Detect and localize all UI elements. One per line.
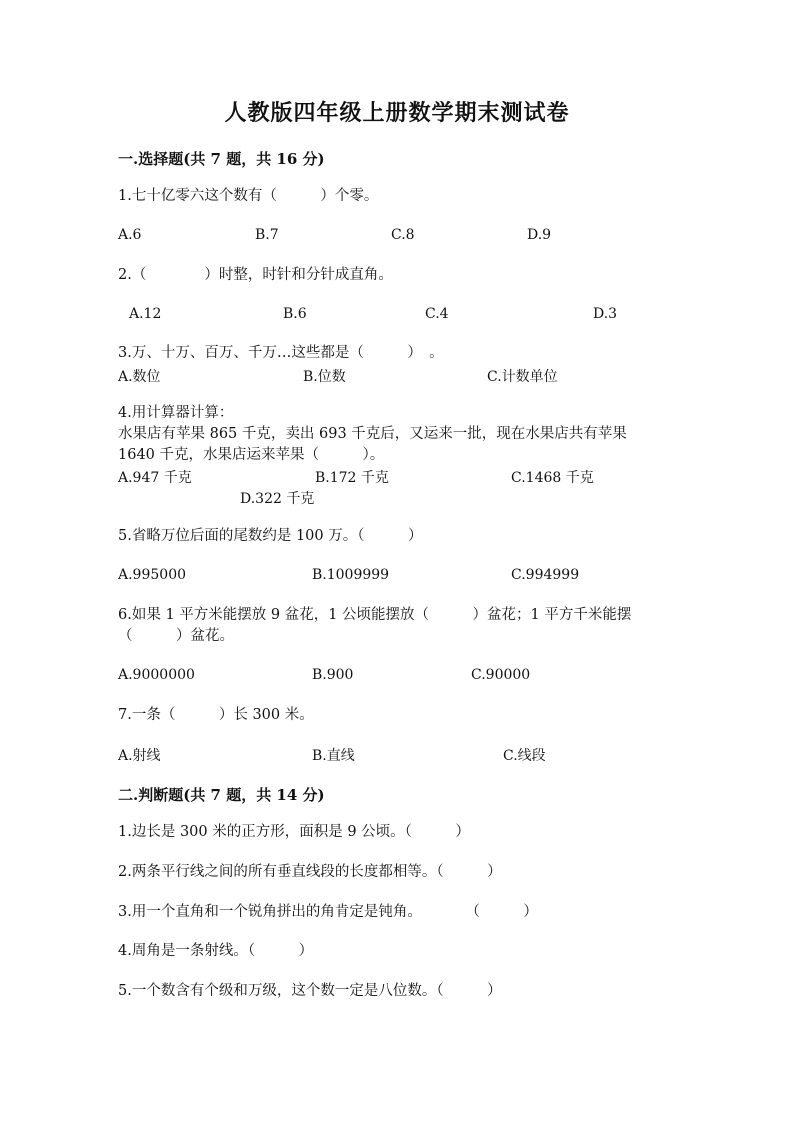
- option-b: B.172 千克: [315, 470, 389, 486]
- question-text-line: 水果店有苹果 865 千克，卖出 693 千克后，又运来一批，现在水果店共有苹果: [118, 426, 627, 442]
- option-b: B.900: [312, 667, 354, 683]
- question-text: 3.万、十万、百万、千万…这些都是（ ） 。: [118, 345, 444, 361]
- question-text: 2.（ ）时整，时针和分针成直角。: [118, 267, 393, 283]
- option-c: C.计数单位: [487, 369, 558, 385]
- option-c: C.线段: [503, 748, 546, 764]
- option-b: B.6: [283, 306, 307, 322]
- option-c: C.8: [391, 227, 415, 243]
- option-a: A.947 千克: [118, 470, 192, 486]
- option-a: A.射线: [118, 748, 161, 764]
- question-text: 5.省略万位后面的尾数约是 100 万。（ ）: [118, 528, 423, 544]
- option-d: D.9: [527, 227, 552, 243]
- question-text: 7.一条（ ）长 300 米。: [118, 707, 314, 723]
- question-text-line: （ ）盆花。: [118, 628, 234, 644]
- option-b: B.直线: [312, 748, 355, 764]
- option-c: C.90000: [471, 667, 531, 683]
- option-a: A.12: [129, 306, 162, 322]
- question-text: 4.用计算器计算：: [118, 405, 234, 421]
- question-text: 1.七十亿零六这个数有（ ）个零。: [118, 188, 379, 204]
- judgment-question: 1.边长是 300 米的正方形，面积是 9 公顷。（ ）: [118, 824, 470, 840]
- question-text: 6.如果 1 平方米能摆放 9 盆花，1 公顷能摆放（ ）盆花；1 平方千米能摆: [118, 607, 632, 623]
- option-a: A.9000000: [118, 667, 195, 683]
- option-b: B.1009999: [312, 567, 390, 583]
- judgment-question: 4.周角是一条射线。（ ）: [118, 943, 314, 959]
- page-title: 人教版四年级上册数学期末测试卷: [224, 100, 570, 126]
- option-d: D.322 千克: [240, 491, 315, 507]
- judgment-question: 2.两条平行线之间的所有垂直线段的长度都相等。（ ）: [118, 864, 502, 880]
- section-heading-judgment: 二.判断题(共 7 题，共 14 分): [118, 786, 325, 804]
- option-a: A.995000: [118, 567, 187, 583]
- option-d: D.3: [593, 306, 618, 322]
- option-b: B.7: [255, 227, 279, 243]
- option-b: B.位数: [303, 369, 346, 385]
- section-heading-choice: 一.选择题(共 7 题，共 16 分): [118, 150, 325, 168]
- judgment-question: 5.一个数含有个级和万级，这个数一定是八位数。（ ）: [118, 983, 502, 999]
- option-c: C.994999: [511, 567, 580, 583]
- option-a: A.6: [118, 227, 142, 243]
- question-text-line: 1640 千克，水果店运来苹果（ ）。: [118, 447, 385, 463]
- judgment-question: 3.用一个直角和一个锐角拼出的角肯定是钝角。 （ ）: [118, 904, 538, 920]
- option-c: C.4: [425, 306, 449, 322]
- option-a: A.数位: [118, 369, 161, 385]
- option-c: C.1468 千克: [511, 470, 594, 486]
